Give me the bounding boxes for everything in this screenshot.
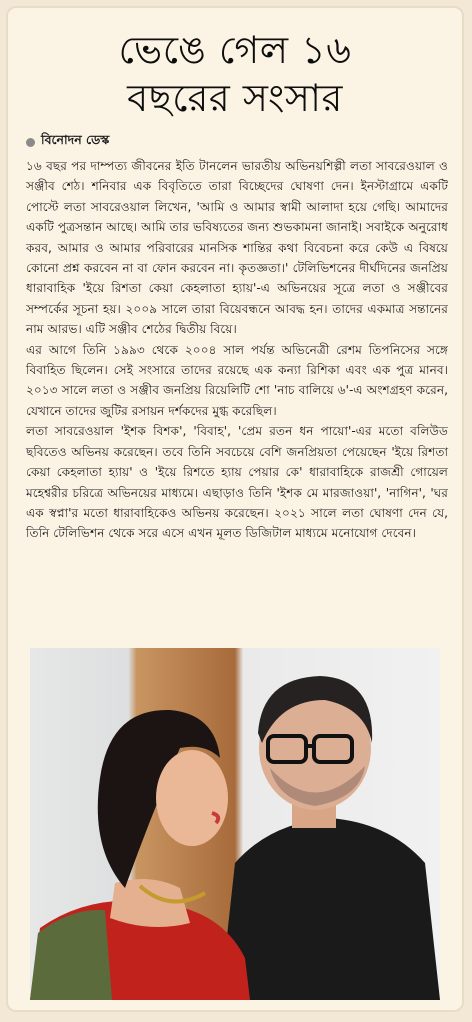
article-body <box>26 156 448 544</box>
paragraph-1: ১৬ বছর পর দাম্পত্য জীবনের ইতি টানলেন ভারতীয় অভিনয়শিল্পী লতা সাবরেওয়াল ও সঞ্জীব শেঠ। শনিবার এক বিবৃতিতে তারা বিচ্ছেদের ঘোষণা দেন। ইনস্টাগ্রামে একটি পোস্টে লতা সাবরেওয়াল লিখেন, 'আমি ও আমার স্বামী আলাদা হয়ে গেছি। আমাদের একটি পুত্রসন্তান আছে। আমি তার ভবিষ্যতের জন্য শুভকামনা জানাই। সবাইকে অনুরোধ করব, আমার ও আমার পরিবারের মানসিক শান্তির কথা বিবেচনা করে কেউ এ বিষয়ে কোনো প্রশ্ন করবেন না বা ফোন করবেন না। কৃতজ্ঞতা।' টেলিভিশনের দীর্ঘদিনের জনপ্রিয় ধারাবাহিক 'ইয়ে রিশতা কেয়া কেহলাতা হ্যায়'-এ অভিনয়ের সূত্রে লতা ও সঞ্জীবের সম্পর্কের সূচনা হয়। ২০০৯ সালে তারা বিয়েবন্ধনে আবদ্ধ হন। তাদের একমাত্র সন্তানের নাম আরভ। এটি সঞ্জীব শেঠের দ্বিতীয় বিয়ে। <box>26 159 448 337</box>
bullet-icon <box>26 138 35 147</box>
paragraph-2: এর আগে তিনি ১৯৯৩ থেকে ২০০৪ সাল পর্যন্ত অভিনেত্রী রেশম তিপনিসের সঙ্গে বিবাহিত ছিলেন। সেই সংসারে তাদের রয়েছে এক কন্যা রিশিকা এবং এক পুত্র মানব। ২০১৩ সালে লতা ও সঞ্জীব জনপ্রিয় রিয়েলিটি শো 'নাচ বালিয়ে ৬'-এ অংশগ্রহণ করেন, যেখানে তাদের জুটির রসায়ন দর্শকদের মুগ্ধ করেছিল। <box>26 342 448 418</box>
headline <box>16 26 454 122</box>
couple-photo-illustration <box>30 648 440 1000</box>
byline-text: বিনোদন ডেস্ক <box>41 132 110 147</box>
byline <box>26 132 462 152</box>
headline-line-2: বছরের সংসার <box>127 76 343 120</box>
headline-line-1: ভেঙে গেল ১৬ <box>118 28 352 72</box>
news-clipping <box>6 6 464 1012</box>
paragraph-3: লতা সাবরেওয়াল 'ইশক বিশক', 'বিবাহ', 'প্রেম রতন ধন পায়ো'-এর মতো বলিউড ছবিতেও অভিনয় করেছেন। তবে তিনি সবচেয়ে বেশি জনপ্রিয়তা পেয়েছেন 'ইয়ে রিশতা কেয়া কেহলাতা হ্যায়' ও 'ইয়ে রিশতে হ্যায় পেয়ার কে' ধারাবাহিকে রাজশ্রী গোয়েল মহেশ্বরীর চরিত্রে অভিনয়ের মাধ্যমে। এছাড়াও তিনি 'ইশক মে মারজাওয়া', 'নাগিন', 'ঘর এক স্বপ্না'র মতো ধারাবাহিকেও অভিনয় করেছেন। ২০২১ সালে লতা ঘোষণা দেন যে, তিনি টেলিভিশন থেকে সরে এসে এখন মূলত ডিজিটাল মাধ্যমে মনোযোগ দেবেন। <box>26 424 448 541</box>
couple-photo <box>30 648 440 1000</box>
